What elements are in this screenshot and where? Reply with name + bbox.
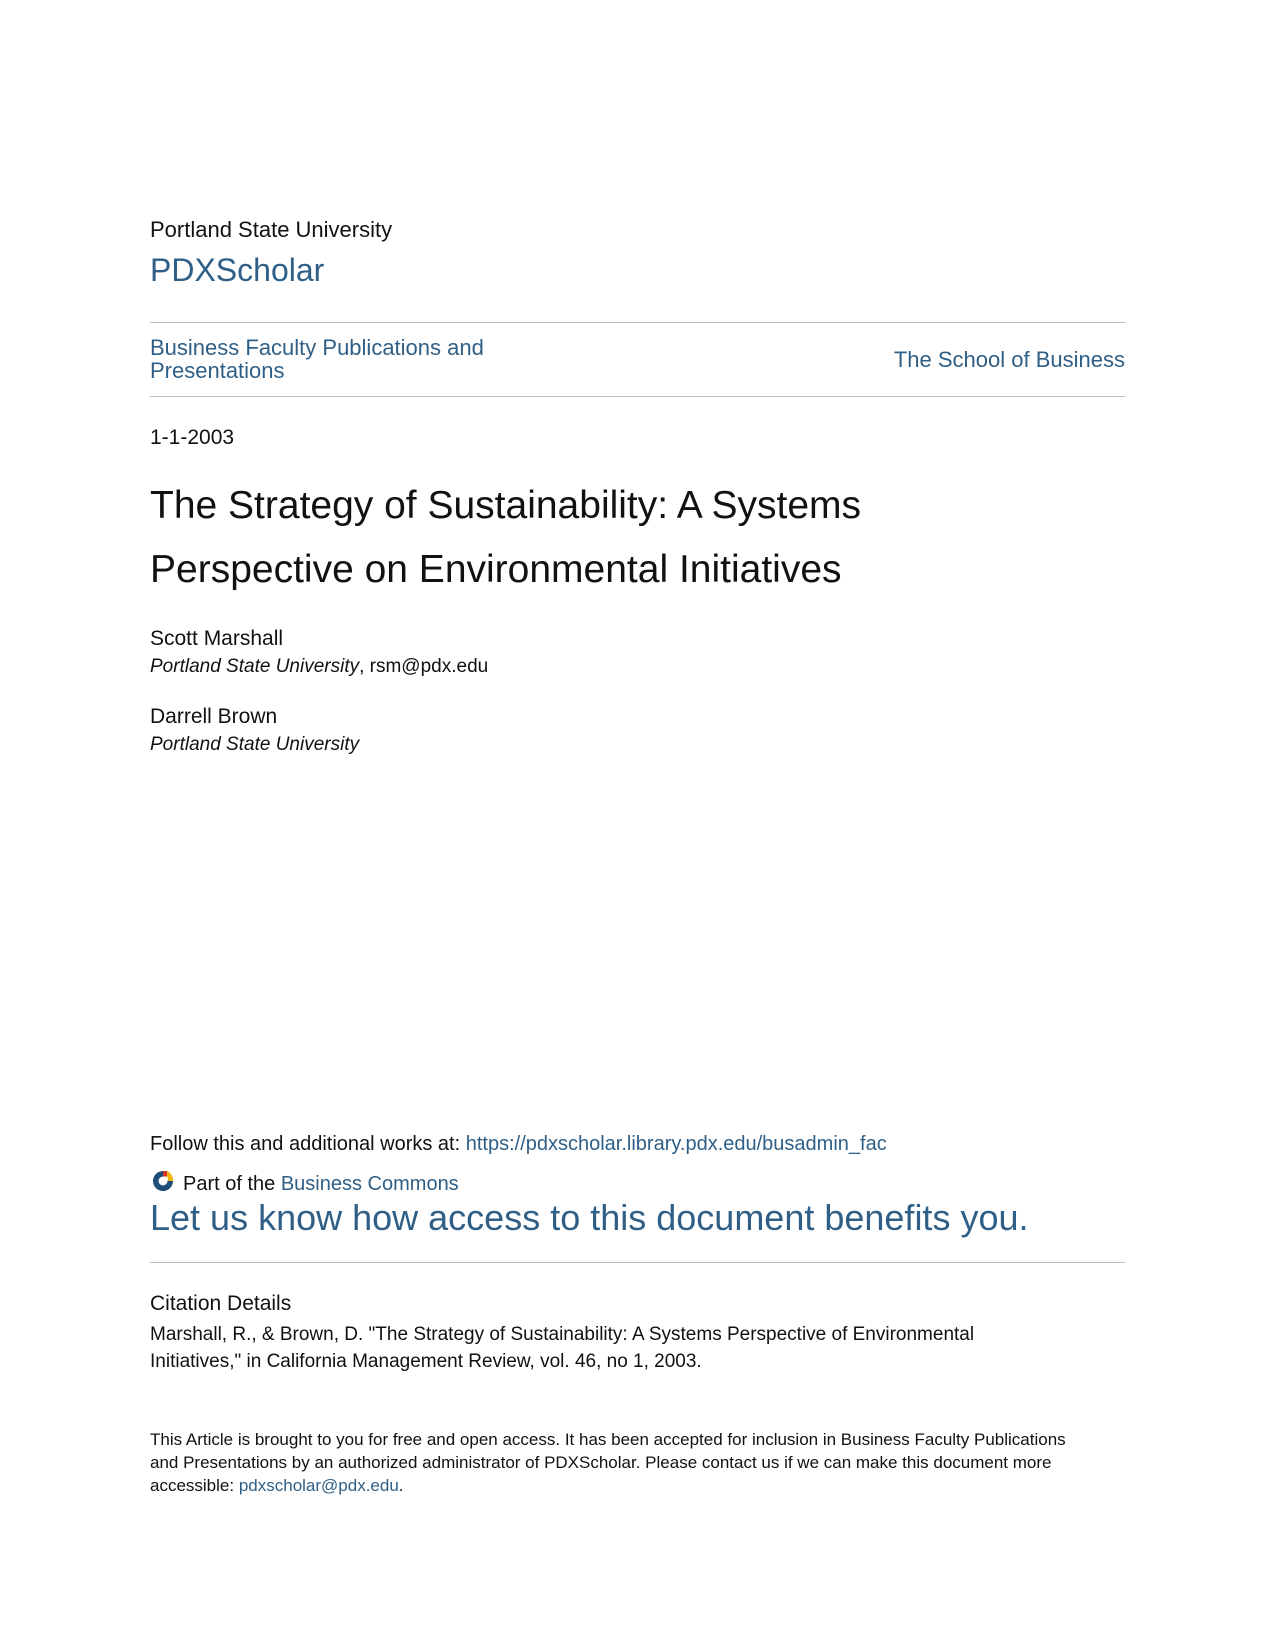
follow-label: Follow this and additional works at: [150,1133,466,1155]
access-note [150,1428,1090,1497]
affiliation-name: Portland State University [150,656,360,677]
bepress-commons-icon [150,1168,176,1194]
follow-line [150,1133,887,1156]
citation-heading: Citation Details [150,1292,292,1315]
repository-link[interactable]: PDXScholar [150,252,325,288]
author-affiliation [150,734,359,756]
author-affiliation [150,656,488,678]
feedback-link[interactable]: Let us know how access to this document benefits you. [150,1197,1029,1238]
author-name: Darrell Brown [150,705,278,728]
divider-citation [150,1262,1125,1263]
part-of-label: Part of the [183,1173,281,1195]
institution-name: Portland State University [150,217,393,242]
article-title: The Strategy of Sustainability: A Systems Perspective on Environmental Initiatives [150,484,862,591]
access-note-text: This Article is brought to you for free and open access. It has been accepted for inclusion in Business Faculty Publications and Presentations by an authorized administrator of PDXScholar. Please contact us if we can make this document more accessible: [150,1430,1066,1495]
school-link[interactable]: The School of Business [893,347,1125,372]
contact-email-link[interactable]: pdxscholar@pdx.edu [238,1476,399,1495]
author-email: , rsm@pdx.edu [359,656,489,677]
collection-link[interactable]: Business Faculty Publications and Presentations [150,335,484,383]
collection-url-link[interactable]: https://pdxscholar.library.pdx.edu/busadmin_fac [465,1133,887,1155]
affiliation-name: Portland State University [150,734,360,755]
author-name: Scott Marshall [150,627,284,650]
publication-date: 1-1-2003 [150,426,235,449]
citation-text: Marshall, R., & Brown, D. "The Strategy of Sustainability: A Systems Perspective of Environmental Initiatives," in California Management Review, vol. 46, no 1, 2003. [150,1324,975,1372]
cover-page [150,0,1125,1650]
access-note-end: . [398,1476,404,1495]
divider-bottom [150,396,1125,397]
divider-top [150,322,1125,323]
business-commons-link[interactable]: Business Commons [280,1173,459,1195]
